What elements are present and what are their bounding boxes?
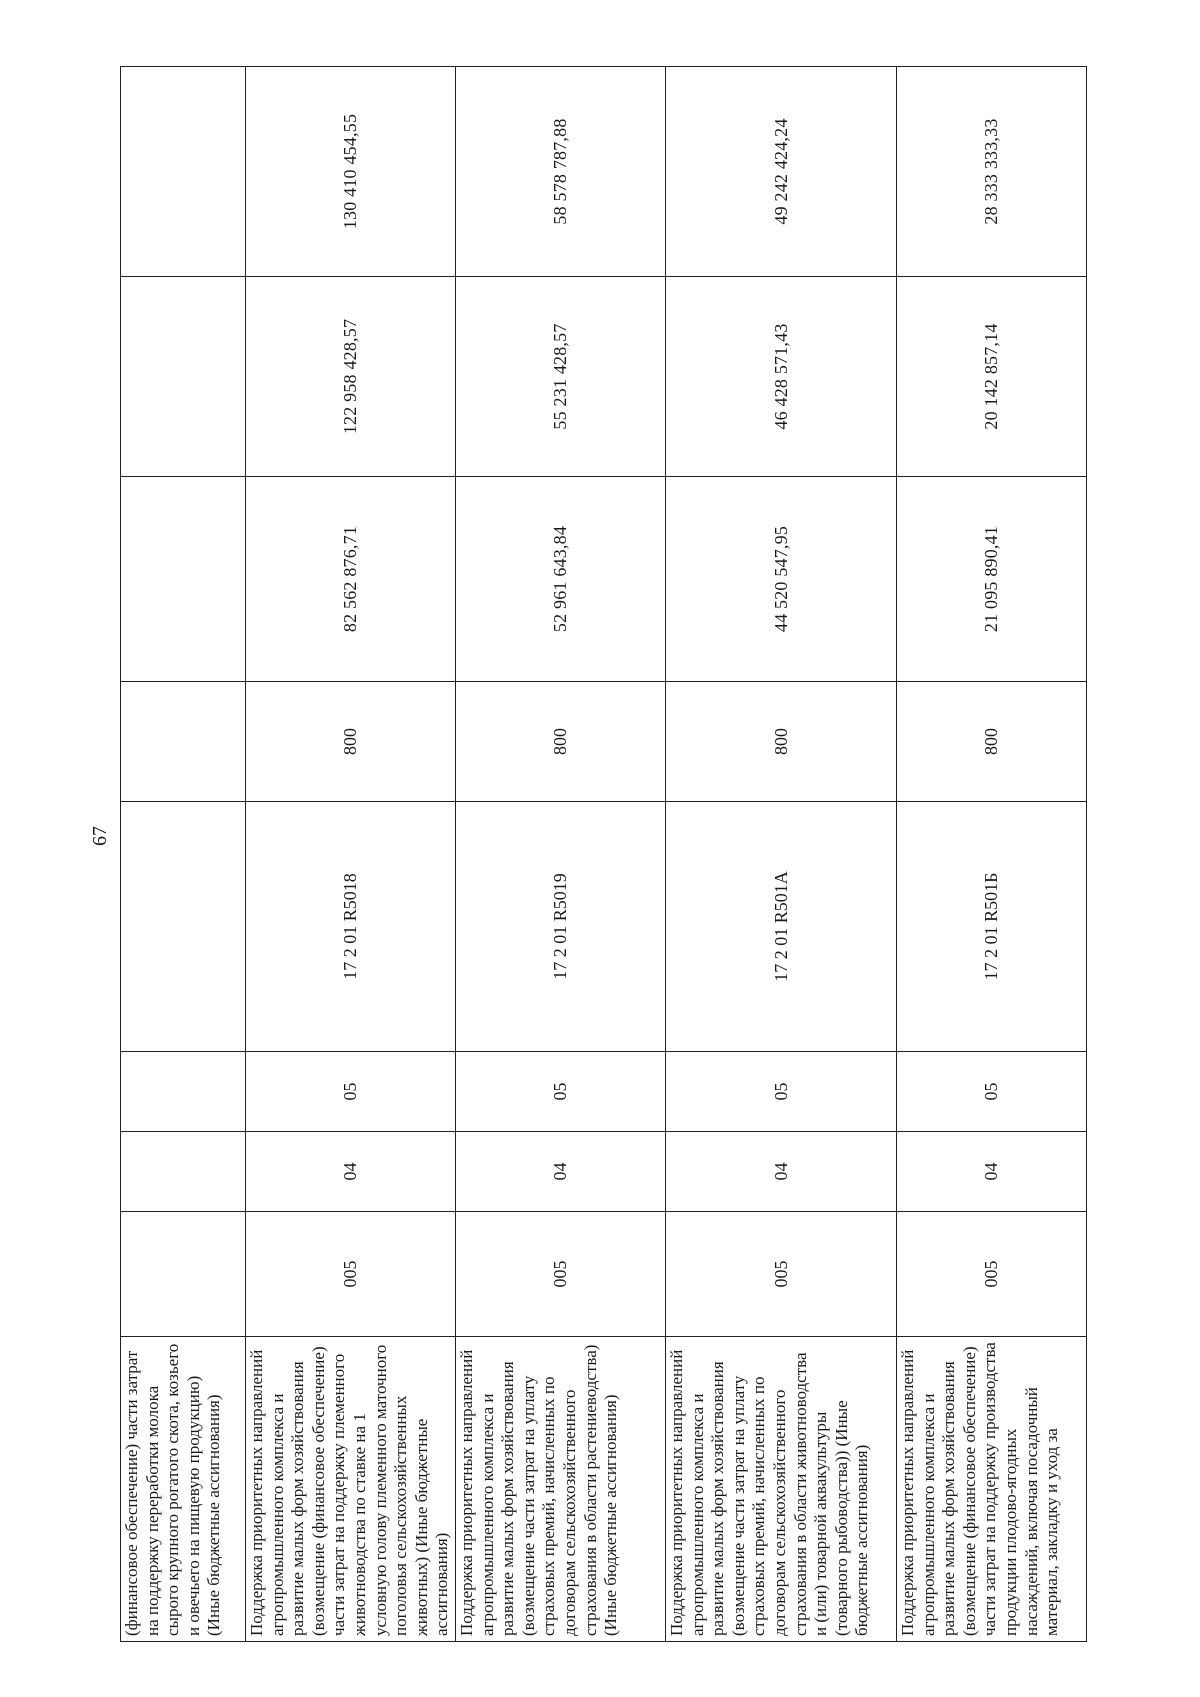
subsection-code: 05: [456, 1052, 666, 1132]
row-description: Поддержка приоритетных направлений агропромышленного комплекса и развитие малых форм хозяйствования (возмещение части затрат на уплату страховых премий, начисленных по договорам сельскохозяйственного страхования в области животноводства и (или) товарной аквакультуры (товарного рыбоводства)) (Иные бюджетные ассигнования): [666, 1337, 897, 1642]
subsection-code: [121, 1052, 246, 1132]
section-code: 04: [246, 1132, 456, 1212]
amount-year-1: 44 520 547,95: [666, 477, 897, 682]
target-article-code: 17 2 01 R501Б: [897, 802, 1087, 1052]
amount-year-2: 20 142 857,14: [897, 277, 1087, 477]
expense-type-code: 800: [897, 682, 1087, 802]
table-row: [666, 67, 897, 1642]
budget-table-container: [120, 67, 1086, 1642]
expense-type-code: 800: [456, 682, 666, 802]
amount-year-2: 122 958 428,57: [246, 277, 456, 477]
amount-year-3: [121, 67, 246, 277]
section-code: 04: [666, 1132, 897, 1212]
subsection-code: 05: [897, 1052, 1087, 1132]
amount-year-2: 46 428 571,43: [666, 277, 897, 477]
section-code: [121, 1132, 246, 1212]
page-number: 67: [89, 826, 111, 846]
amount-year-1: 52 961 643,84: [456, 477, 666, 682]
section-code: 04: [456, 1132, 666, 1212]
table-row: [897, 67, 1087, 1642]
amount-year-1: 21 095 890,41: [897, 477, 1087, 682]
table-row: [121, 67, 246, 1642]
subsection-code: 05: [666, 1052, 897, 1132]
budget-allocation-table: [120, 66, 1087, 1642]
row-description: Поддержка приоритетных направлений агропромышленного комплекса и развитие малых форм хозяйствования (возмещение части затрат на уплату страховых премий, начисленных по договорам сельскохозяйственного страхования в области растениеводства) (Иные бюджетные ассигнования): [456, 1337, 666, 1642]
amount-year-3: 28 333 333,33: [897, 67, 1087, 277]
amount-year-3: 130 410 454,55: [246, 67, 456, 277]
target-article-code: 17 2 01 R5018: [246, 802, 456, 1052]
grbs-code: [121, 1212, 246, 1337]
target-article-code: 17 2 01 R501А: [666, 802, 897, 1052]
row-description: Поддержка приоритетных направлений агропромышленного комплекса и развитие малых форм хозяйствования (возмещение (финансовое обеспечение) части затрат на поддержку племенного животноводства по ставке на 1 условную голову племенного маточного поголовья сельскохозяйственных животных) (Иные бюджетные ассигнования): [246, 1337, 456, 1642]
amount-year-2: [121, 277, 246, 477]
amount-year-1: 82 562 876,71: [246, 477, 456, 682]
table-row: [246, 67, 456, 1642]
target-article-code: [121, 802, 246, 1052]
amount-year-3: 58 578 787,88: [456, 67, 666, 277]
amount-year-3: 49 242 424,24: [666, 67, 897, 277]
amount-year-2: 55 231 428,57: [456, 277, 666, 477]
grbs-code: 005: [897, 1212, 1087, 1337]
expense-type-code: 800: [246, 682, 456, 802]
section-code: 04: [897, 1132, 1087, 1212]
subsection-code: 05: [246, 1052, 456, 1132]
row-description: Поддержка приоритетных направлений агропромышленного комплекса и развитие малых форм хозяйствования (возмещение (финансовое обеспечение) части затрат на поддержку производства продукции плодово-ягодных насаждений, включая посадочный материал, закладку и уход за: [897, 1337, 1087, 1642]
grbs-code: 005: [246, 1212, 456, 1337]
amount-year-1: [121, 477, 246, 682]
grbs-code: 005: [666, 1212, 897, 1337]
expense-type-code: [121, 682, 246, 802]
grbs-code: 005: [456, 1212, 666, 1337]
table-row: [456, 67, 666, 1642]
row-description: (финансовое обеспечение) части затрат на поддержку переработки молока сырого крупного рогатого скота, козьего и овечьего на пищевую продукцию) (Иные бюджетные ассигнования): [121, 1337, 246, 1642]
expense-type-code: 800: [666, 682, 897, 802]
target-article-code: 17 2 01 R5019: [456, 802, 666, 1052]
